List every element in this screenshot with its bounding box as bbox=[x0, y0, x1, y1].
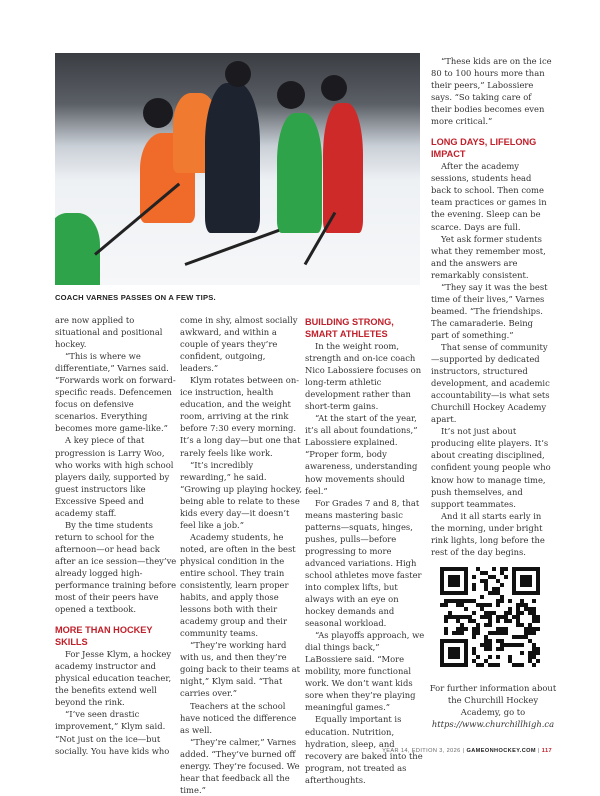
article-photo bbox=[55, 53, 420, 285]
body-paragraph: And it all starts early in the morning, under bright rink lights, long before the rest of the day begins. bbox=[431, 510, 545, 557]
body-paragraph: Teachers at the school have noticed the difference as well. bbox=[180, 700, 297, 735]
body-paragraph: “It’s incredibly rewarding,” he said. “Growing up playing hockey, being able to relate to these kids every day—it doesn’t feel like a job.” bbox=[180, 459, 302, 530]
body-paragraph: “They’re calmer,” Varnes added. “They’ve burned off energy. They’re focused. We hear that feedback all the time.” bbox=[180, 736, 300, 795]
body-paragraph: It’s not just about producing elite players. It’s about creating disciplined, confident young people who know how to manage time, push themselves, and support teammates. bbox=[431, 426, 551, 509]
qr-caption-text: For further information about the Churchill Hockey Academy, go to bbox=[429, 683, 557, 717]
player-red bbox=[323, 103, 363, 233]
body-paragraph: are now applied to situational and positional hockey. bbox=[55, 315, 163, 350]
section-heading: BUILDING STRONG, SMART ATHLETES bbox=[305, 317, 394, 339]
edition-info: YEAR 14, EDITION 3, 2026 | bbox=[382, 748, 465, 754]
body-paragraph: Equally important is education. Nutrition, hydration, sleep, and recovery are baked into the program, not treated as afterthoughts. bbox=[305, 714, 423, 785]
player-green bbox=[277, 113, 322, 233]
article-column-4 bbox=[431, 55, 553, 558]
photo-caption: COACH VARNES PASSES ON A FEW TIPS. bbox=[55, 293, 216, 302]
body-paragraph: Klym rotates between on-ice instruction, health education, and the weight room, arriving at the rink before 7:30 every morning. It’s a long day—but one that rarely feels like work. bbox=[180, 375, 301, 458]
body-paragraph: “They’re working hard with us, and then they’re going back to their teams at night,” Klym said. “That carries over.” bbox=[180, 640, 300, 699]
body-paragraph: “I’ve seen drastic improvement,” Klym said. “Not just on the ice—but socially. You have kids who bbox=[55, 709, 170, 756]
section-heading: MORE THAN HOCKEY SKILLS bbox=[55, 625, 153, 647]
body-paragraph: “These kids are on the ice 80 to 100 hours more than their peers,” Labossiere says. “So taking care of their bodies becomes even more critical.” bbox=[431, 56, 552, 127]
article-column-2 bbox=[180, 314, 302, 796]
body-paragraph: “At the start of the year, it’s all about foundations,” Labossiere explained. “Proper form, body awareness, understanding how movements should feel.” bbox=[305, 413, 418, 496]
body-paragraph: By the time students return to school for the afternoon—or head back after an ice session—they’ve already logged high-performance training before most of their peers have opened a textbook. bbox=[55, 519, 177, 615]
site-name: GAMEONHOCKEY.COM bbox=[466, 748, 536, 754]
player-green-foreground bbox=[55, 213, 100, 285]
body-paragraph: That sense of community—supported by dedicated instructors, structured development, and academic accountability—is what sets Churchill Hockey Academy apart. bbox=[431, 341, 550, 425]
website-link[interactable]: https://www.churchillhigh.ca bbox=[431, 719, 555, 729]
body-paragraph: For Jesse Klym, a hockey academy instructor and physical education teacher, the benefits extend well beyond the rink. bbox=[55, 649, 172, 708]
body-paragraph: come in shy, almost socially awkward, and within a couple of years they’re confident, outgoing, leaders.” bbox=[180, 315, 298, 374]
body-paragraph: Academy students, he noted, are often in the best physical condition in the entire school. They train consistently, learn proper habits, and apply those lessons both with their academy group and their community teams. bbox=[180, 531, 296, 639]
body-paragraph: “As playoffs approach, we dial things back,” LaBossiere said. “More mobility, more functional work. We don’t want kids sore when they’re playing meaningful games.” bbox=[305, 630, 425, 713]
body-paragraph: After the academy sessions, students head back to school. Then come team practices or games in the evening. Sleep can be scarce. Days are full. bbox=[431, 161, 547, 232]
page-number: 117 bbox=[541, 748, 552, 754]
page-footer bbox=[382, 748, 552, 754]
body-paragraph: “This is where we differentiate,” Varnes said. “Forwards work on forward-specific reads. Defencemen focus on defensive scenarios. Everything becomes more game-like.” bbox=[55, 351, 176, 434]
footer-separator: | bbox=[537, 748, 540, 754]
body-paragraph: “They say it was the best time of their lives,” Varnes beamed. “The friendships. The camaraderie. Being part of something.” bbox=[431, 281, 548, 340]
qr-code[interactable] bbox=[440, 567, 540, 667]
coach-varnes bbox=[205, 83, 260, 233]
body-paragraph: Yet ask former students what they remember most, and the answers are remarkably consistent. bbox=[431, 233, 546, 280]
body-paragraph: For Grades 7 and 8, that means mastering basic patterns—squats, hinges, pushes, pulls—before progressing to more advanced variations. High school athletes move faster into complex lifts, but always with an eye on hockey demands and seasonal workload. bbox=[305, 497, 422, 629]
article-column-1 bbox=[55, 314, 177, 757]
section-heading: LONG DAYS, LIFELONG IMPACT bbox=[431, 137, 537, 159]
qr-caption bbox=[428, 682, 558, 730]
body-paragraph: In the weight room, strength and on-ice coach Nico Labossiere focuses on long-term athletic development rather than short-term gains. bbox=[305, 341, 422, 412]
article-column-3 bbox=[305, 317, 427, 786]
body-paragraph: A key piece of that progression is Larry Woo, who works with high school players daily, supported by guest instructors like Excessive Speed and academy staff. bbox=[55, 435, 174, 518]
